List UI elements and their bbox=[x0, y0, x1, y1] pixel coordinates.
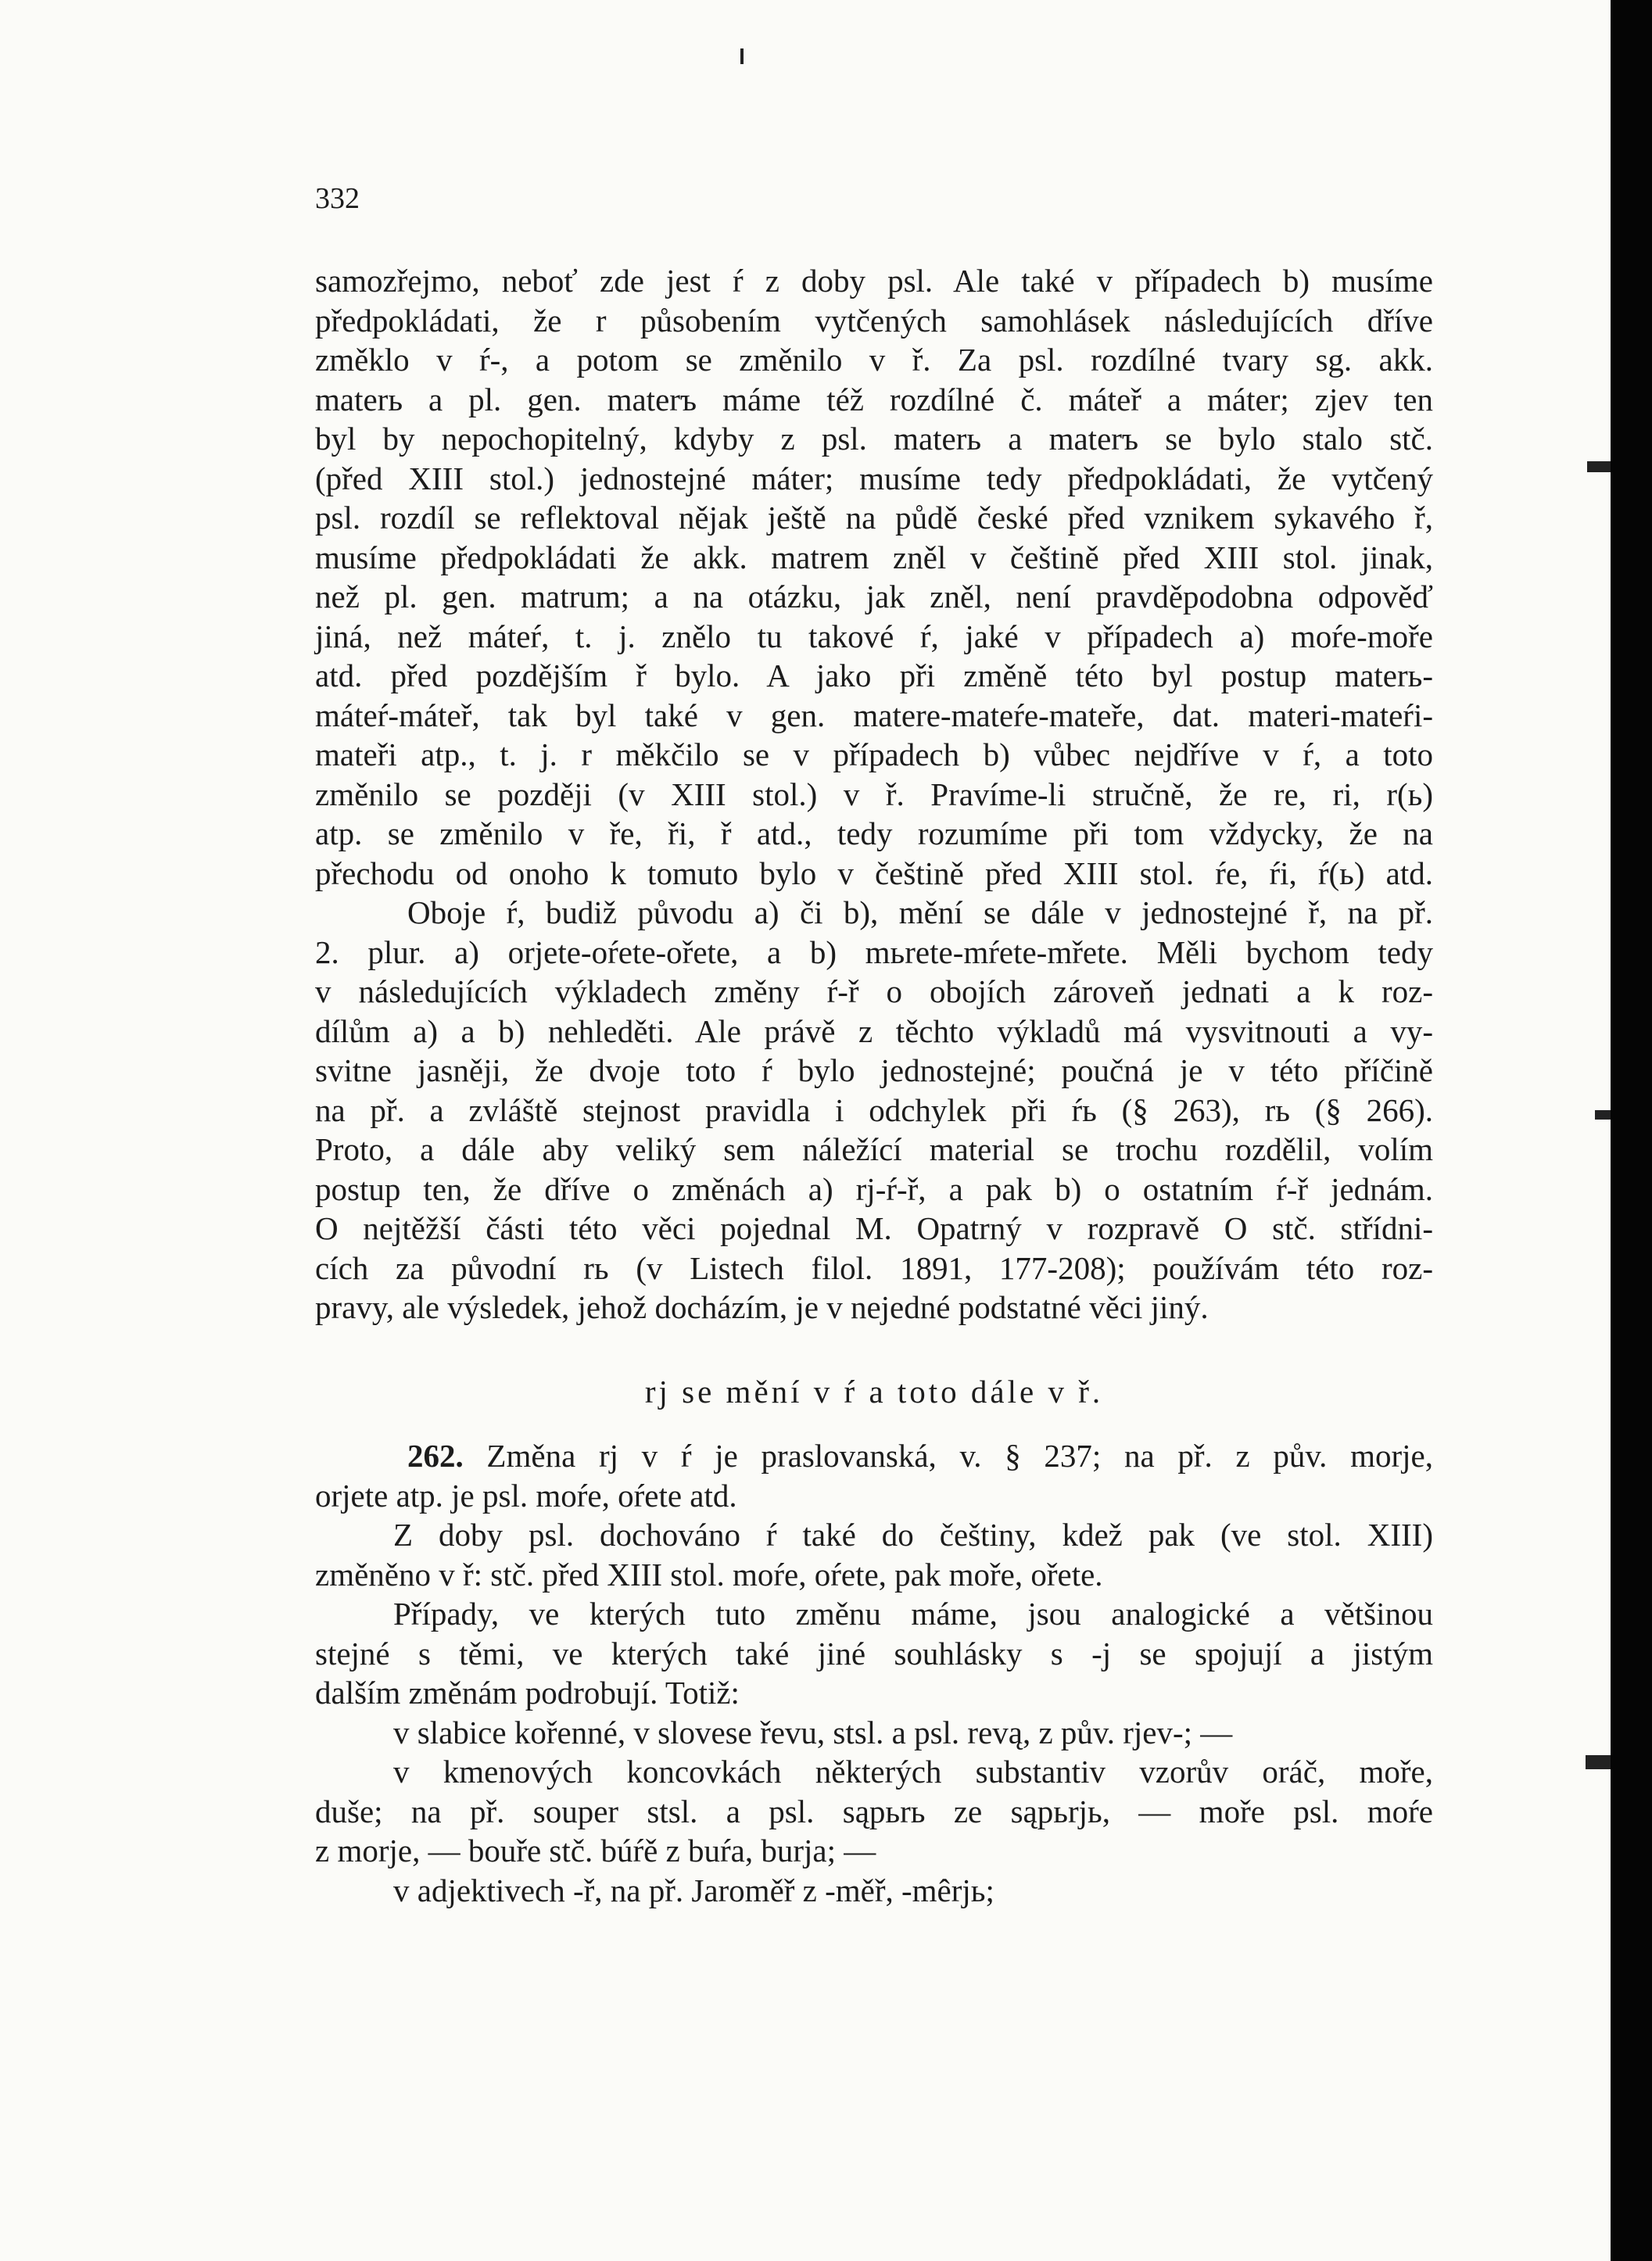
page-number: 332 bbox=[315, 182, 360, 215]
text-line: O nejtěžší části této věci pojednal M. Opatrný v rozpravě O stč. střídni- bbox=[315, 1210, 1433, 1246]
scan-border bbox=[1611, 0, 1652, 2261]
text-line: atd. před pozdějším ř bylo. A jako při změně této byl postup materь- bbox=[315, 658, 1433, 693]
text-line: změklo v ŕ-, a potom se změnilo v ř. Za psl. rozdílné tvary sg. akk. bbox=[315, 342, 1433, 378]
text-line: postup ten, že dříve o změnách a) rj-ŕ-ř, a pak b) o ostatním ŕ-ř jednám. bbox=[315, 1170, 1433, 1207]
text-line: z morje, — bouře stč. búŕě z buŕa, burja; — bbox=[315, 1833, 876, 1869]
text-line: předpokládati, že r působením vytčených samohlásek následujících dříve bbox=[315, 302, 1433, 339]
text-line: mateři atp., t. j. r měkčilo se v případech b) vůbec nejdříve v ŕ, a toto bbox=[315, 736, 1433, 772]
text-line: samozřejmo, neboť zde jest ŕ z doby psl. Ale také v případech b) musíme bbox=[315, 263, 1433, 299]
text-line: (před XIII stol.) jednostejné máter; musíme tedy předpokládati, že vytčený bbox=[315, 460, 1433, 496]
text-line: materь a pl. gen. materъ máme též rozdílné č. máteř a máter; zjev ten bbox=[315, 381, 1433, 417]
list-item: v slabice kořenné, v slovese řevu, stsl. a psl. revą, z pův. rjev-; — bbox=[393, 1714, 1233, 1750]
text-body bbox=[315, 261, 1433, 1910]
text-line: pravy, ale výsledek, jehož docházím, je v nejedné podstatné věci jiný. bbox=[315, 1289, 1209, 1325]
text-line: Z doby psl. dochováno ŕ také do češtiny, kdež pak (ve stol. XIII) bbox=[393, 1517, 1433, 1553]
top-speck bbox=[740, 48, 744, 64]
text-line: změnilo se později (v XIII stol.) v ř. Pravíme-li stručně, že re, ri, r(ь) bbox=[315, 776, 1433, 812]
text-line: atp. se změnilo v ře, ři, ř atd., tedy rozumíme při tom vždycky, že na bbox=[315, 815, 1433, 851]
text-line: stejné s těmi, ve kterých také jiné souhlásky s -j se spojují a jistým bbox=[315, 1635, 1433, 1672]
text-line: máteŕ-máteř, tak byl také v gen. matere-mateŕe-mateře, dat. materi-mateŕi- bbox=[315, 697, 1433, 733]
section-number: 262. bbox=[407, 1438, 464, 1474]
margin-mark-1 bbox=[1587, 461, 1611, 472]
text-line: 2. plur. a) orjete-oŕete-ořete, a b) mьrete-mŕete-mřete. Měli bychom tedy bbox=[315, 933, 1433, 970]
section-text: Změna rj v ŕ je praslovanská, v. § 237; na př. z pův. morje, bbox=[463, 1438, 1433, 1474]
text-line: Oboje ŕ, budiž původu a) či b), mění se dále v jednostejné ř, na př. bbox=[407, 894, 1433, 930]
text-line: dalším změnám podrobují. Totiž: bbox=[315, 1675, 740, 1711]
list-item: v adjektivech -ř, na př. Jaroměř z -měř, -mêrjь; bbox=[393, 1872, 994, 1908]
text-line: byl by nepochopitelný, kdyby z psl. materь a materъ se bylo stalo stč. bbox=[315, 421, 1433, 457]
text-line: jiná, než máteŕ, t. j. znělo tu takové ŕ, jaké v případech a) moŕe-moře bbox=[315, 618, 1433, 654]
text-line: přechodu od onoho k tomuto bylo v češtině před XIII stol. ŕe, ŕi, ŕ(ь) atd. bbox=[315, 855, 1433, 891]
text-line: svitne jasněji, že dvoje toto ŕ bylo jednostejné; poučná je v této příčině bbox=[315, 1052, 1433, 1088]
text-line: psl. rozdíl se reflektoval nějak ještě na půdě české před vznikem sykavého ř, bbox=[315, 500, 1433, 536]
text-line: cích za původní rь (v Listech filol. 1891, 177-208); používám této roz- bbox=[315, 1249, 1433, 1286]
text-line: změněno v ř: stč. před XIII stol. moŕe, oŕete, pak moře, ořete. bbox=[315, 1556, 1103, 1593]
margin-mark-3 bbox=[1586, 1755, 1611, 1769]
text-line: Případy, ve kterých tuto změnu máme, jsou analogické a většinou bbox=[393, 1596, 1433, 1632]
text-line: v následujících výkladech změny ŕ-ř o obojích zároveň jednati a k roz- bbox=[315, 973, 1433, 1009]
text-line: na př. a zvláště stejnost pravidla i odchylek při ŕь (§ 263), rь (§ 266). bbox=[315, 1091, 1433, 1128]
text-line: duše; na př. souper stsl. a psl. sąpьrь ze sąpьrjь, — moře psl. moŕe bbox=[315, 1793, 1433, 1829]
list-item: v kmenových koncovkách některých substantiv vzorův oráč, moře, bbox=[393, 1754, 1433, 1790]
text-line: orjete atp. je psl. moŕe, oŕete atd. bbox=[315, 1477, 737, 1514]
text-line: Proto, a dále aby veliký sem náležící material se trochu rozdělil, volím bbox=[315, 1131, 1433, 1167]
section-first-line bbox=[315, 1436, 1433, 1476]
text-line: dílům a) a b) nehleděti. Ale právě z těchto výkladů má vysvitnouti a vy- bbox=[315, 1012, 1433, 1049]
text-line: než pl. gen. matrum; a na otázku, jak zněl, není pravděpodobna odpověď bbox=[315, 579, 1433, 615]
margin-mark-2 bbox=[1595, 1110, 1611, 1120]
text-line: musíme předpokládati že akk. matrem zněl v češtině před XIII stol. jinak, bbox=[315, 539, 1433, 575]
section-heading: rj se mění v ŕ a toto dále v ř. bbox=[644, 1373, 1104, 1410]
